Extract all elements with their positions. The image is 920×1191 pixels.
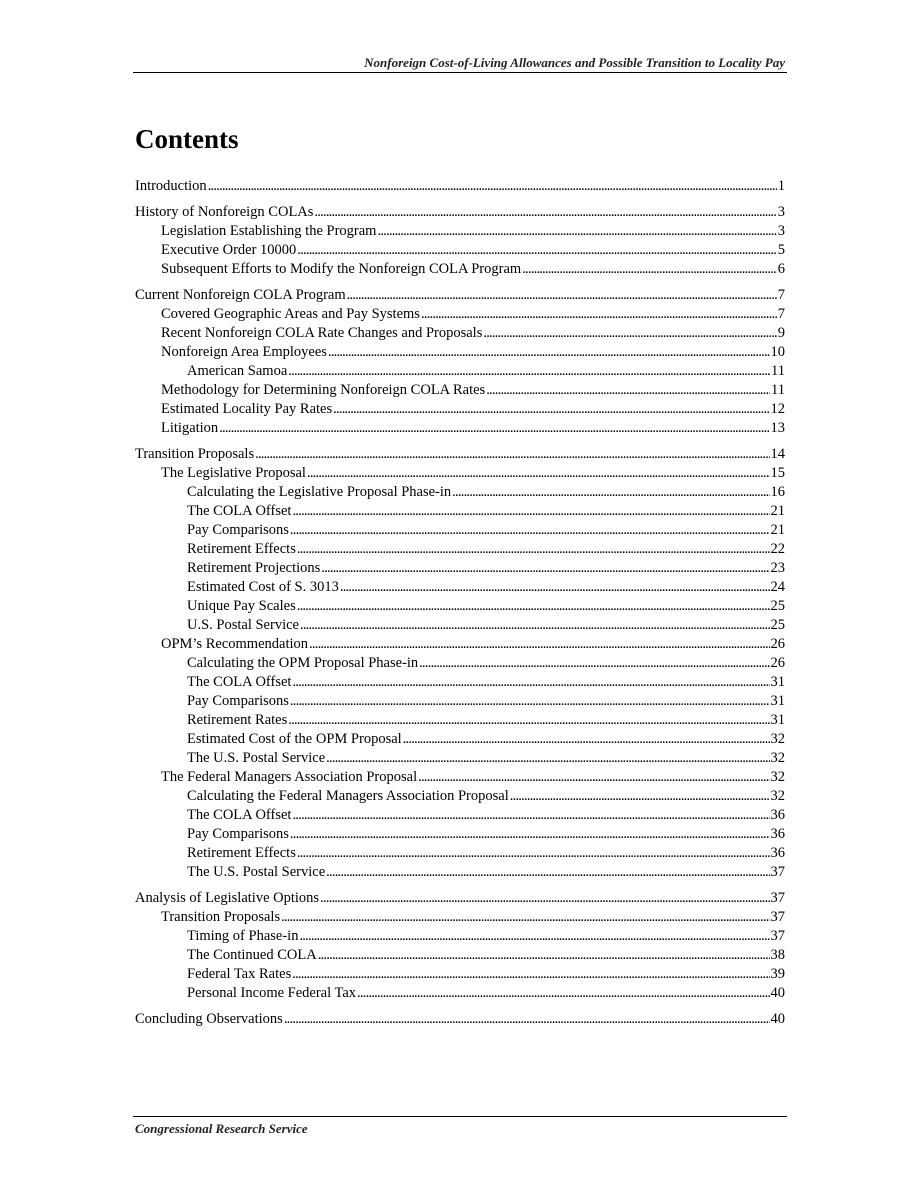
- toc-dot-leader: [418, 768, 769, 787]
- toc-entry-title: History of Nonforeign COLAs: [135, 204, 314, 220]
- toc-entry[interactable]: [135, 241, 785, 260]
- toc-entry-page: 37: [770, 928, 785, 944]
- toc-entry[interactable]: [135, 965, 785, 984]
- toc-entry[interactable]: [135, 984, 785, 1003]
- toc-entry-title: The Legislative Proposal: [161, 465, 306, 481]
- toc-entry-title: OPM’s Recommendation: [161, 636, 309, 652]
- toc-dot-leader: [452, 483, 769, 502]
- toc-dot-leader: [292, 502, 769, 521]
- toc-entry-page: 36: [770, 845, 785, 861]
- toc-entry-page: 26: [770, 655, 785, 671]
- toc-entry[interactable]: [135, 222, 785, 241]
- toc-entry[interactable]: [135, 597, 785, 616]
- toc-dot-leader: [328, 343, 770, 362]
- toc-entry[interactable]: [135, 343, 785, 362]
- toc-dot-leader: [340, 578, 770, 597]
- toc-entry[interactable]: [135, 502, 785, 521]
- toc-dot-leader: [281, 908, 769, 927]
- toc-dot-leader: [255, 445, 769, 464]
- toc-dot-leader: [486, 381, 770, 400]
- toc-dot-leader: [219, 419, 769, 438]
- toc-entry-title: Estimated Locality Pay Rates: [161, 401, 333, 417]
- toc-entry-page: 7: [777, 287, 785, 303]
- toc-dot-leader: [297, 540, 770, 559]
- toc-dot-leader: [309, 635, 769, 654]
- toc-dot-leader: [318, 946, 770, 965]
- toc-entry[interactable]: [135, 286, 785, 305]
- toc-entry-title: Retirement Effects: [187, 845, 296, 861]
- toc-dot-leader: [208, 177, 777, 196]
- toc-entry-title: The Continued COLA: [187, 947, 317, 963]
- toc-dot-leader: [347, 286, 777, 305]
- toc-entry-title: The U.S. Postal Service: [187, 864, 326, 880]
- toc-dot-leader: [290, 521, 770, 540]
- toc-entry[interactable]: [135, 927, 785, 946]
- toc-entry[interactable]: [135, 400, 785, 419]
- toc-entry[interactable]: [135, 445, 785, 464]
- toc-entry[interactable]: [135, 521, 785, 540]
- toc-entry-title: Retirement Projections: [187, 560, 321, 576]
- toc-entry-page: 36: [770, 826, 785, 842]
- toc-entry-title: Transition Proposals: [161, 909, 281, 925]
- toc-entry-page: 40: [770, 1011, 785, 1027]
- toc-entry-title: Legislation Establishing the Program: [161, 223, 377, 239]
- toc-entry-page: 38: [770, 947, 785, 963]
- toc-entry[interactable]: [135, 908, 785, 927]
- toc-dot-leader: [284, 1010, 770, 1029]
- toc-entry-page: 10: [770, 344, 785, 360]
- toc-entry-page: 22: [770, 541, 785, 557]
- toc-dot-leader: [377, 222, 776, 241]
- toc-dot-leader: [321, 559, 769, 578]
- toc-entry-page: 12: [770, 401, 785, 417]
- toc-dot-leader: [292, 806, 769, 825]
- toc-entry-title: The U.S. Postal Service: [187, 750, 326, 766]
- toc-entry[interactable]: [135, 559, 785, 578]
- toc-entry[interactable]: [135, 464, 785, 483]
- toc-dot-leader: [300, 616, 770, 635]
- toc-entry[interactable]: [135, 863, 785, 882]
- toc-dot-leader: [290, 825, 770, 844]
- toc-entry[interactable]: [135, 635, 785, 654]
- toc-entry-page: 25: [770, 598, 785, 614]
- toc-entry-title: Methodology for Determining Nonforeign COLA Rates: [161, 382, 486, 398]
- toc-entry[interactable]: [135, 260, 785, 279]
- toc-entry[interactable]: [135, 692, 785, 711]
- toc-entry-page: 11: [771, 382, 785, 398]
- toc-entry-title: Pay Comparisons: [187, 693, 289, 709]
- toc-entry[interactable]: [135, 787, 785, 806]
- toc-entry[interactable]: [135, 806, 785, 825]
- toc-dot-leader: [299, 927, 769, 946]
- toc-entry-title: Concluding Observations: [135, 1011, 283, 1027]
- toc-entry[interactable]: [135, 324, 785, 343]
- toc-entry[interactable]: [135, 844, 785, 863]
- toc-entry-page: 37: [770, 909, 785, 925]
- toc-entry-page: 24: [770, 579, 785, 595]
- toc-entry-title: The Federal Managers Association Proposal: [161, 769, 418, 785]
- toc-entry[interactable]: [135, 177, 785, 196]
- toc-entry-page: 32: [770, 769, 785, 785]
- toc-dot-leader: [290, 692, 770, 711]
- toc-entry[interactable]: [135, 578, 785, 597]
- toc-entry-page: 9: [777, 325, 785, 341]
- toc-entry-title: Personal Income Federal Tax: [187, 985, 357, 1001]
- toc-entry-page: 16: [770, 484, 785, 500]
- toc-dot-leader: [333, 400, 769, 419]
- toc-entry-page: 31: [770, 674, 785, 690]
- toc-dot-leader: [421, 305, 777, 324]
- toc-entry-title: Transition Proposals: [135, 446, 255, 462]
- toc-entry[interactable]: [135, 768, 785, 787]
- toc-entry-title: Covered Geographic Areas and Pay Systems: [161, 306, 420, 322]
- toc-entry-title: Retirement Effects: [187, 541, 296, 557]
- toc-entry-page: 21: [770, 503, 785, 519]
- toc-entry-title: Pay Comparisons: [187, 826, 289, 842]
- running-header: Nonforeign Cost-of-Living Allowances and Possible Transition to Locality Pay: [364, 55, 785, 70]
- toc-entry-page: 36: [770, 807, 785, 823]
- toc-dot-leader: [292, 673, 769, 692]
- toc-entry-page: 25: [770, 617, 785, 633]
- toc-entry[interactable]: [135, 730, 785, 749]
- toc-dot-leader: [292, 965, 769, 984]
- table-of-contents: [135, 177, 785, 1029]
- toc-entry-title: U.S. Postal Service: [187, 617, 299, 633]
- toc-dot-leader: [522, 260, 777, 279]
- toc-entry-page: 39: [770, 966, 785, 982]
- toc-dot-leader: [320, 889, 769, 908]
- toc-entry-page: 14: [770, 446, 785, 462]
- toc-dot-leader: [419, 654, 769, 673]
- toc-entry-title: The COLA Offset: [187, 674, 292, 690]
- toc-entry-title: Calculating the Federal Managers Association Proposal: [187, 788, 509, 804]
- toc-entry-page: 7: [777, 306, 785, 322]
- toc-entry[interactable]: [135, 381, 785, 400]
- toc-dot-leader: [314, 203, 776, 222]
- toc-dot-leader: [288, 711, 769, 730]
- toc-entry-page: 37: [770, 864, 785, 880]
- toc-entry[interactable]: [135, 483, 785, 502]
- toc-entry-page: 37: [770, 890, 785, 906]
- toc-entry-page: 31: [770, 712, 785, 728]
- running-footer: Congressional Research Service: [135, 1121, 308, 1136]
- toc-dot-leader: [326, 749, 769, 768]
- toc-dot-leader: [288, 362, 770, 381]
- toc-entry[interactable]: [135, 203, 785, 222]
- toc-entry-page: 15: [770, 465, 785, 481]
- toc-dot-leader: [297, 241, 776, 260]
- toc-entry[interactable]: [135, 825, 785, 844]
- toc-entry-page: 1: [777, 178, 785, 194]
- toc-entry-title: Current Nonforeign COLA Program: [135, 287, 346, 303]
- toc-entry-page: 6: [777, 261, 785, 277]
- toc-entry-title: Estimated Cost of S. 3013: [187, 579, 339, 595]
- toc-entry-page: 26: [770, 636, 785, 652]
- toc-entry-title: Recent Nonforeign COLA Rate Changes and Proposals: [161, 325, 483, 341]
- toc-entry[interactable]: [135, 711, 785, 730]
- toc-entry-page: 3: [777, 223, 785, 239]
- page-title: Contents: [135, 124, 239, 154]
- toc-dot-leader: [307, 464, 770, 483]
- toc-dot-leader: [483, 324, 776, 343]
- toc-entry-title: Federal Tax Rates: [187, 966, 292, 982]
- toc-dot-leader: [297, 597, 770, 616]
- toc-entry-title: Unique Pay Scales: [187, 598, 296, 614]
- toc-dot-leader: [326, 863, 769, 882]
- toc-entry-page: 3: [777, 204, 785, 220]
- toc-entry-title: Calculating the Legislative Proposal Phase-in: [187, 484, 452, 500]
- toc-entry[interactable]: [135, 362, 785, 381]
- toc-entry[interactable]: [135, 749, 785, 768]
- toc-dot-leader: [357, 984, 769, 1003]
- toc-entry-title: Nonforeign Area Employees: [161, 344, 327, 360]
- toc-entry[interactable]: [135, 616, 785, 635]
- toc-entry[interactable]: [135, 540, 785, 559]
- toc-entry-page: 32: [770, 788, 785, 804]
- toc-entry-title: Estimated Cost of the OPM Proposal: [187, 731, 402, 747]
- toc-entry-title: Introduction: [135, 178, 207, 194]
- toc-entry[interactable]: [135, 1010, 785, 1029]
- toc-entry-title: The COLA Offset: [187, 807, 292, 823]
- toc-entry[interactable]: [135, 305, 785, 324]
- toc-entry-page: 23: [770, 560, 785, 576]
- toc-entry-page: 32: [770, 750, 785, 766]
- toc-entry-page: 40: [770, 985, 785, 1001]
- footer-rule: [133, 1116, 787, 1117]
- toc-entry[interactable]: [135, 946, 785, 965]
- header-rule: [133, 72, 787, 73]
- toc-entry-page: 31: [770, 693, 785, 709]
- toc-entry-title: Analysis of Legislative Options: [135, 890, 320, 906]
- toc-entry-page: 21: [770, 522, 785, 538]
- toc-entry[interactable]: [135, 419, 785, 438]
- toc-entry[interactable]: [135, 889, 785, 908]
- toc-entry-title: Calculating the OPM Proposal Phase-in: [187, 655, 419, 671]
- toc-dot-leader: [510, 787, 770, 806]
- toc-entry-page: 32: [770, 731, 785, 747]
- toc-entry-title: American Samoa: [187, 363, 288, 379]
- toc-dot-leader: [403, 730, 770, 749]
- toc-entry[interactable]: [135, 673, 785, 692]
- toc-entry-title: Pay Comparisons: [187, 522, 289, 538]
- toc-dot-leader: [297, 844, 770, 863]
- toc-entry-page: 13: [770, 420, 785, 436]
- toc-entry-title: The COLA Offset: [187, 503, 292, 519]
- toc-entry-title: Timing of Phase-in: [187, 928, 299, 944]
- toc-entry-title: Executive Order 10000: [161, 242, 297, 258]
- toc-entry-page: 5: [777, 242, 785, 258]
- toc-entry-title: Litigation: [161, 420, 219, 436]
- toc-entry-title: Subsequent Efforts to Modify the Nonforeign COLA Program: [161, 261, 522, 277]
- toc-entry[interactable]: [135, 654, 785, 673]
- toc-entry-title: Retirement Rates: [187, 712, 288, 728]
- toc-entry-page: 11: [771, 363, 785, 379]
